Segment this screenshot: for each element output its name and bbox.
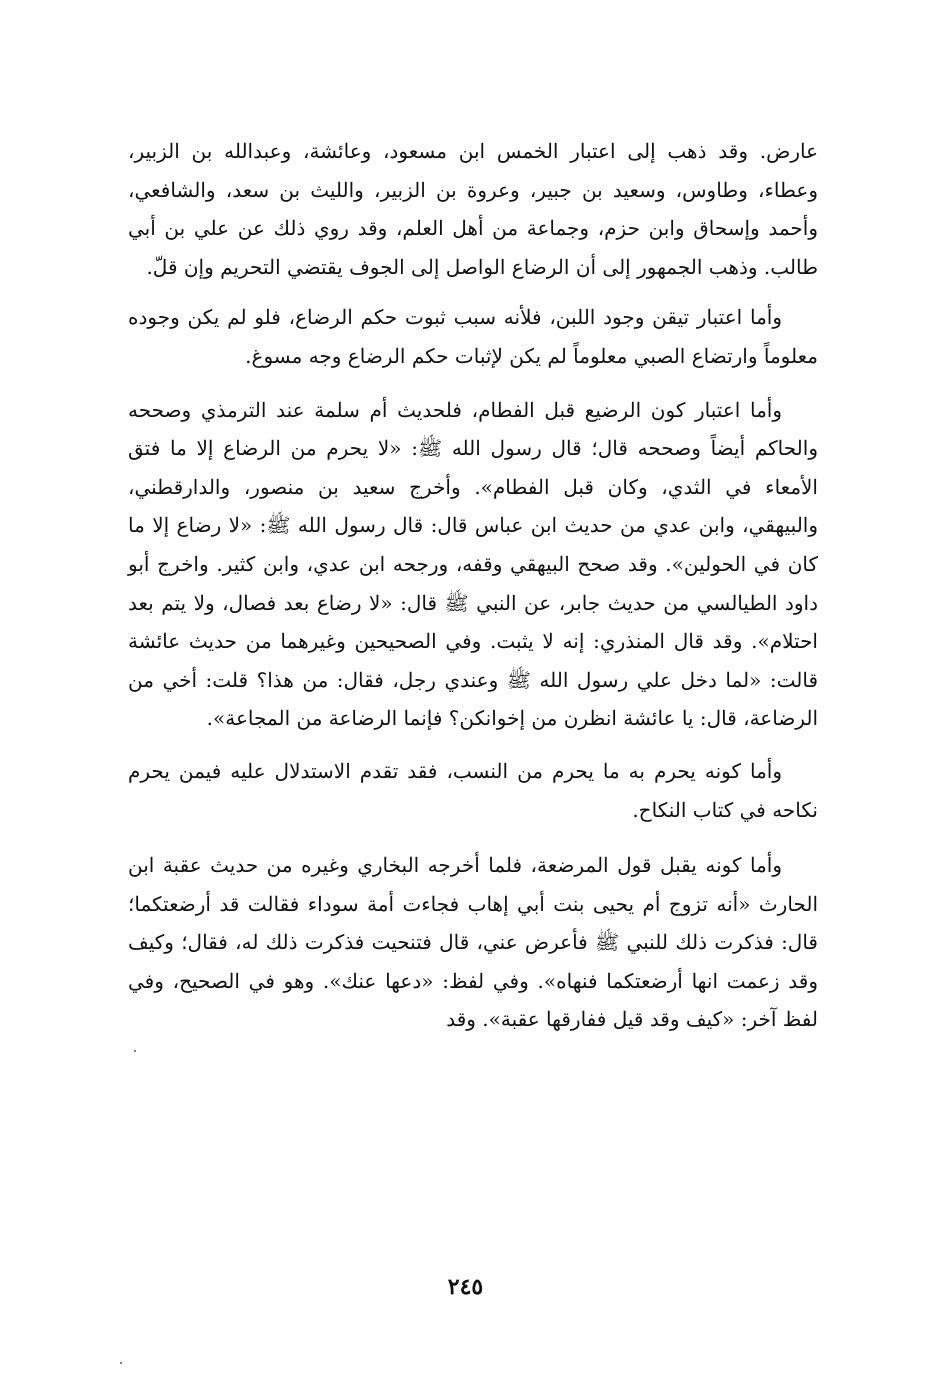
paragraph: وأما اعتبار تيقن وجود اللبن، فلأنه سبب ثبوت حكم الرضاع، فلو لم يكن وجوده معلوماً وارتضاع الصبي معلوماً لم يكن لإثبات حكم الرضاع وجه مسوغ. <box>128 305 818 368</box>
paragraph: وأما كونه يحرم به ما يحرم من النسب، فقد تقدم الاستدلال عليه فيمن يحرم نكاحه في كتاب النكاح. <box>128 758 818 822</box>
paragraph: عارض. وقد ذهب إلى اعتبار الخمس ابن مسعود، وعائشة، وعبدالله بن الزبير، وعطاء، وطاوس، وسعيد بن جبير، وعروة بن الزبير، والليث بن سعد، والشافعي، وأحمد وإسحاق وابن حزم، وجماعة من أهل العلم، وقد روي ذلك عن علي بن أبي طالب. وذهب الجمهور إلى أن الرضاع الواصل إلى الجوف يقتضي التحريم وإن قلّ. <box>128 139 818 279</box>
body-text <box>128 132 818 1039</box>
paragraph: وأما اعتبار كون الرضيع قبل الفطام، فلحديث أم سلمة عند الترمذي وصححه والحاكم أيضاً وصححه قال؛ قال رسول الله ﷺ: «لا يحرم من الرضاع إلا ما فتق الأمعاء في الثدي، وكان قبل الفطام». وأخرج سعيد بن منصور، والدارقطني، والبيهقي، وابن عدي من حديث ابن عباس قال: قال رسول الله ﷺ: «لا رضاع إلا ما كان في الحولين». وقد صحح البيهقي وقفه، ورجحه ابن عدي، وابن كثير. واخرج أبو داود الطيالسي من حديث جابر، عن النبي ﷺ قال: «لا رضاع بعد فصال، ولا يتم بعد احتلام». وقد قال المنذري: إنه لا يثبت. وفي الصحيحين وغيرهما من حديث عائشة قالت: «لما دخل علي رسول الله ﷺ وعندي رجل، فقال: من هذا؟ قلت: أخي من الرضاعة، قال: يا عائشة انظرن من إخوانكن؟ فإنما الرضاعة من المجاعة». <box>128 397 818 731</box>
scan-speck <box>120 1362 122 1364</box>
page-number: ٢٤٥ <box>447 1274 484 1300</box>
scan-speck <box>134 1050 136 1052</box>
paragraph: وأما كونه يقبل قول المرضعة، فلما أخرجه البخاري وغيره من حديث عقبة ابن الحارث «أنه تزوج أم يحيى بنت أبي إهاب فجاءت أمة سوداء فقالت قد أرضعتكما؛ قال: فذكرت ذلك للنبي ﷺ فأعرض عني، قال فتنحيت فذكرت ذلك له، فقال؛ وكيف وقد زعمت انها أرضعتكما فنهاه». وفي لفظ: «دعها عنك». وهو في الصحيح، وفي لفظ آخر: «كيف وقد قيل ففارقها عقبة». وقد <box>128 853 818 1032</box>
